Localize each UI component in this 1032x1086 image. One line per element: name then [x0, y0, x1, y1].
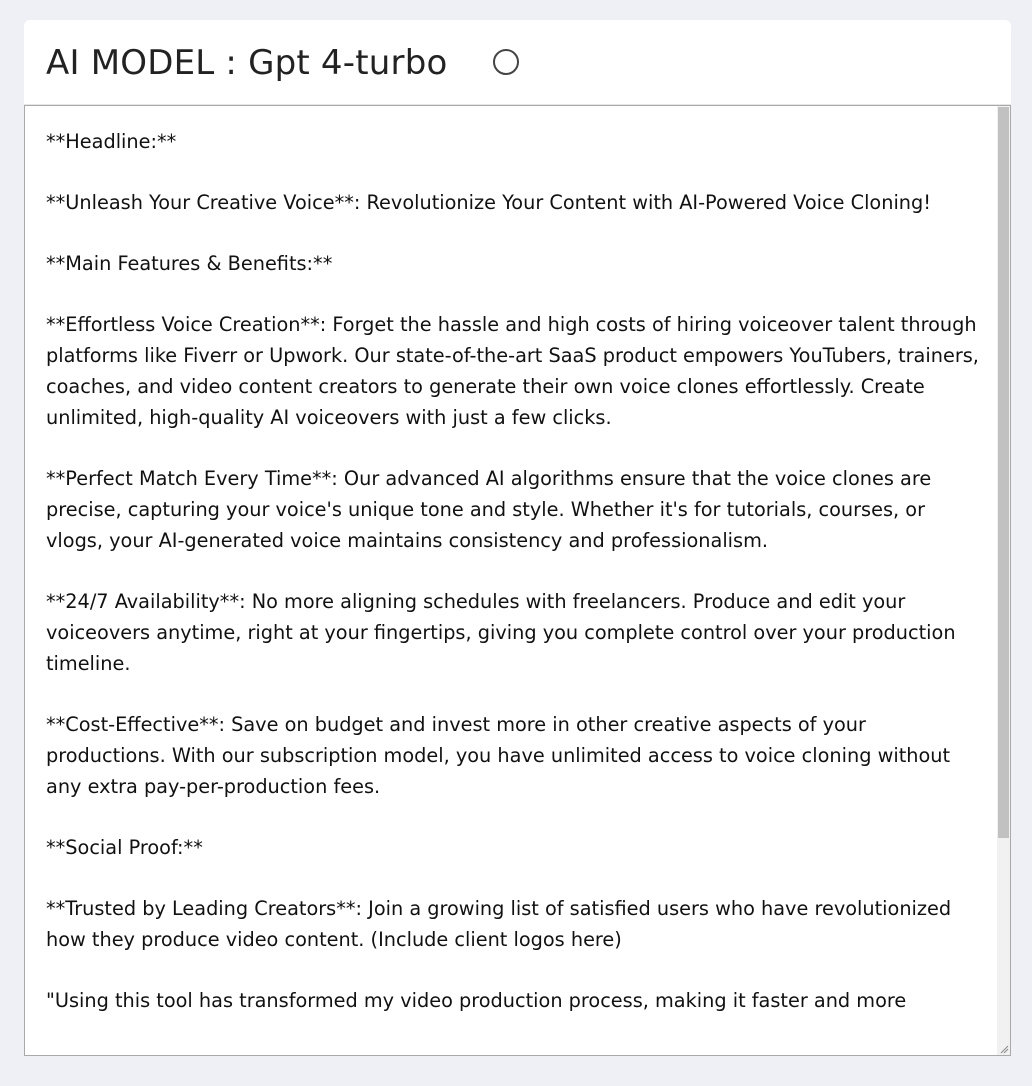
- card-header: [24, 20, 1011, 105]
- paragraph: "Using this tool has transformed my video production process, making it faster and more: [46, 989, 907, 1012]
- vertical-scrollbar[interactable]: [997, 106, 1010, 1055]
- output-textarea[interactable]: [24, 105, 1011, 1056]
- paragraph: **Headline:**: [46, 130, 177, 153]
- model-select-radio[interactable]: [493, 49, 519, 75]
- paragraph: **Cost-Effective**: Save on budget and invest more in other creative aspects of your productions. With our subscription model, you have unlimited access to voice cloning without any extra pay-per-production fees.: [46, 713, 957, 798]
- paragraph: **Effortless Voice Creation**: Forget the hassle and high costs of hiring voiceover talent through platforms like Fiverr or Upwork. Our state-of-the-art SaaS product empowers YouTubers, trainers, coaches, and video content creators to generate their own voice clones effortlessly. Create unlimited, high-quality AI voiceovers with just a few clicks.: [46, 313, 986, 429]
- paragraph: **Trusted by Leading Creators**: Join a growing list of satisfied users who have revolutionized how they produce video content. (Include client logos here): [46, 897, 958, 951]
- paragraph: **Unleash Your Creative Voice**: Revolutionize Your Content with AI-Powered Voice Cloning!: [46, 191, 931, 214]
- resize-grip-icon[interactable]: [999, 1044, 1009, 1054]
- output-text[interactable]: [46, 126, 986, 1046]
- paragraph: **Perfect Match Every Time**: Our advanced AI algorithms ensure that the voice clones are precise, capturing your voice's unique tone and style. Whether it's for tutorials, courses, or vlogs, your AI-generated voice maintains consistency and professionalism.: [46, 467, 938, 552]
- model-output-card: [24, 20, 1011, 1056]
- paragraph: **24/7 Availability**: No more aligning schedules with freelancers. Produce and edit your voiceovers anytime, right at your fingertips, giving you complete control over your production timeline.: [46, 590, 962, 675]
- scrollbar-thumb[interactable]: [998, 107, 1009, 838]
- paragraph: **Main Features & Benefits:**: [46, 252, 333, 275]
- page-title: AI MODEL : Gpt 4-turbo: [46, 43, 448, 83]
- paragraph: **Social Proof:**: [46, 836, 203, 859]
